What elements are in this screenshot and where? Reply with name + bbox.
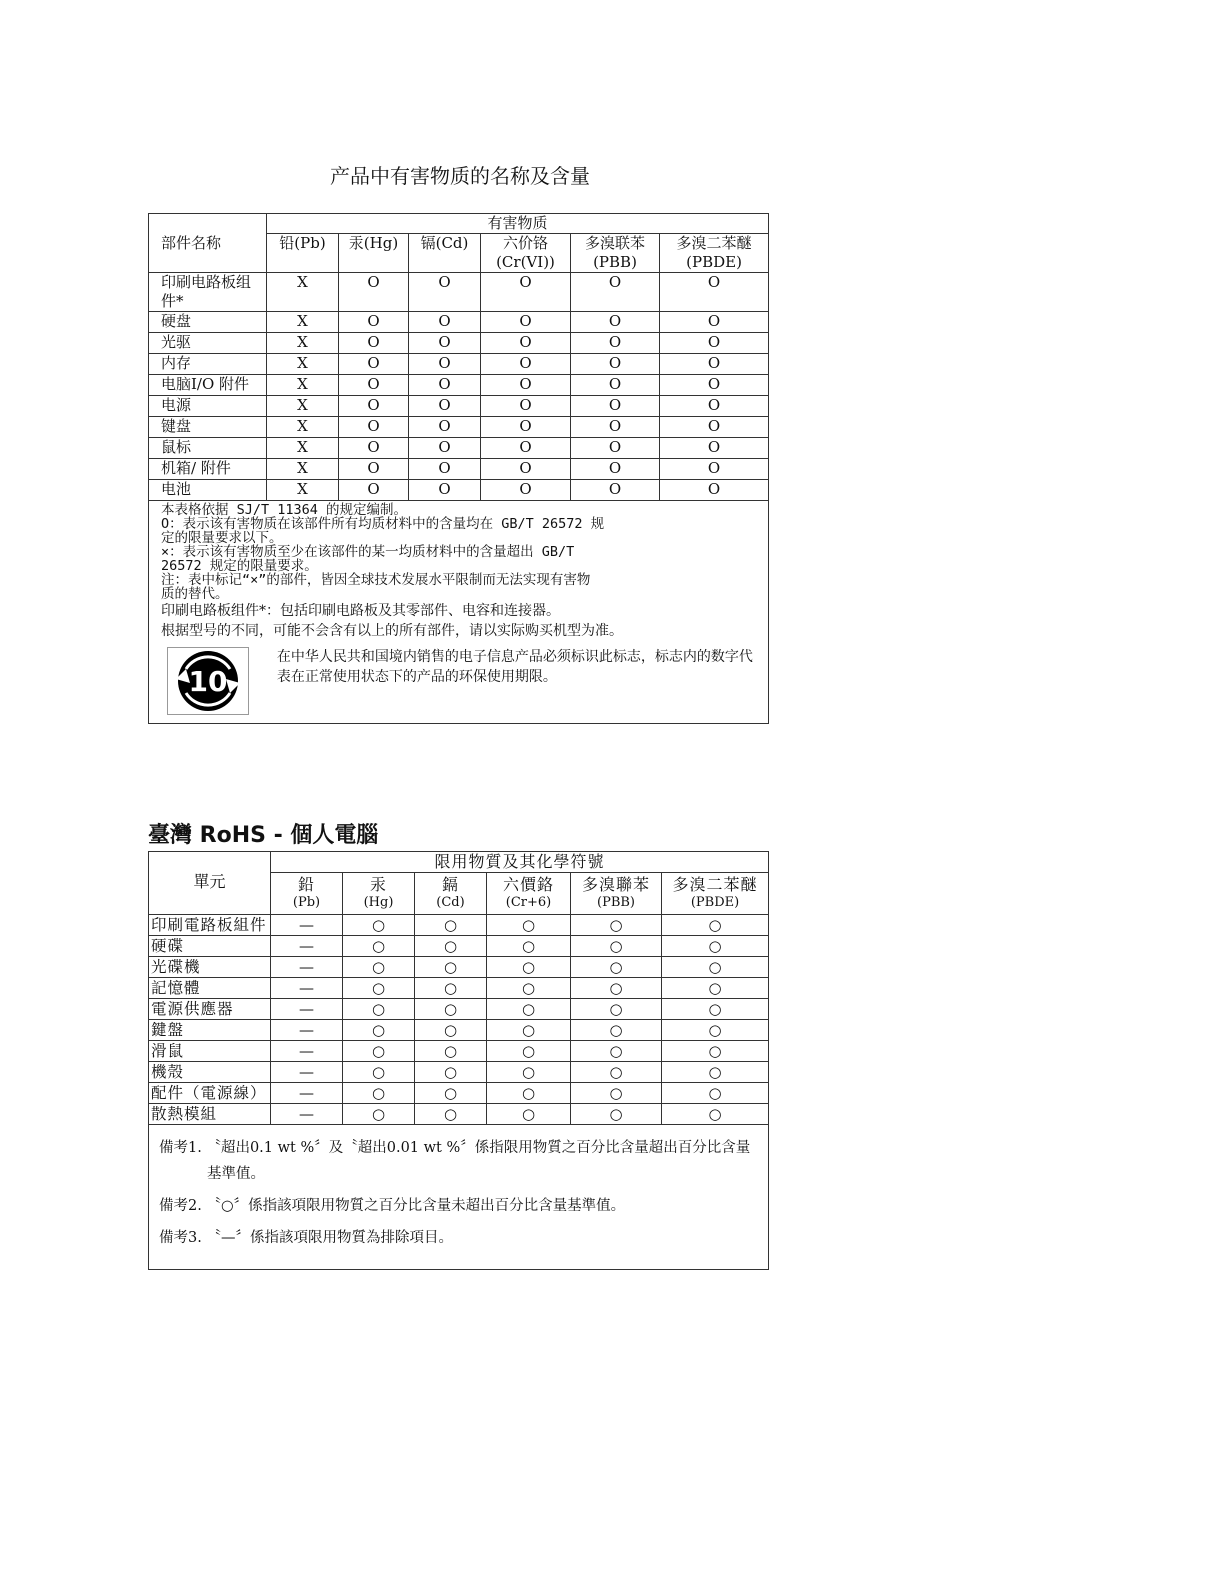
cn-value-cell: O [660, 480, 769, 501]
tw-column-header [571, 873, 662, 915]
cn-value-cell: O [660, 375, 769, 396]
tw-remarks [149, 1125, 769, 1270]
tw-substance-name: 多溴聯苯 [581, 875, 650, 894]
cn-notes-row [149, 501, 769, 724]
tw-value-cell: ○ [343, 1020, 415, 1041]
tw-column-header [487, 873, 571, 915]
cn-value-cell: O [481, 417, 571, 438]
cn-part-name: 电脑I/O 附件 [149, 375, 267, 396]
cn-value-cell: O [571, 417, 660, 438]
cn-value-cell: X [267, 375, 339, 396]
tw-value-cell: ○ [571, 978, 662, 999]
tw-substance-symbol: (PBDE) [690, 895, 740, 910]
svg-text:10: 10 [188, 665, 228, 698]
cn-substance-group-header: 有害物质 [267, 214, 769, 234]
cn-part-name: 电池 [149, 480, 267, 501]
table-row [149, 936, 769, 957]
cn-value-cell: O [339, 438, 409, 459]
tw-part-name: 滑鼠 [149, 1041, 271, 1062]
tw-value-cell: ○ [415, 978, 487, 999]
tw-value-cell: ○ [415, 957, 487, 978]
cn-value-cell: X [267, 333, 339, 354]
tw-value-cell: ○ [415, 1020, 487, 1041]
cn-value-cell: O [660, 417, 769, 438]
cn-value-cell: O [571, 273, 660, 312]
cn-value-cell: O [409, 396, 481, 417]
cn-value-cell: O [409, 438, 481, 459]
tw-part-name: 散熱模組 [149, 1104, 271, 1125]
tw-value-cell: ○ [415, 999, 487, 1020]
cn-part-name: 硬盘 [149, 312, 267, 333]
tw-column-header [271, 873, 343, 915]
tw-substance-name: 鎘 [441, 875, 459, 894]
tw-value-cell: ○ [571, 1041, 662, 1062]
cn-part-name: 电源 [149, 396, 267, 417]
cn-value-cell: X [267, 273, 339, 312]
tw-value-cell: ○ [571, 999, 662, 1020]
tw-value-cell: ○ [415, 1083, 487, 1104]
tw-value-cell: ○ [662, 1083, 769, 1104]
table-row [149, 312, 769, 333]
tw-value-cell: ○ [487, 1020, 571, 1041]
tw-value-cell: ○ [662, 915, 769, 936]
tw-value-cell: ○ [343, 999, 415, 1020]
cn-value-cell: X [267, 417, 339, 438]
cn-value-cell: O [481, 354, 571, 375]
cn-value-cell: O [481, 396, 571, 417]
cn-value-cell: X [267, 396, 339, 417]
cn-part-name: 内存 [149, 354, 267, 375]
cn-value-cell: O [571, 312, 660, 333]
tw-restricted-substances-table [148, 851, 769, 1270]
cn-value-cell: O [481, 438, 571, 459]
tw-remark: 備考2. 〝○〞係指該項限用物質之百分比含量未超出百分比含量基準值。 [159, 1198, 626, 1214]
cn-value-cell: O [481, 480, 571, 501]
tw-remarks-row [149, 1125, 769, 1270]
tw-value-cell: ○ [662, 936, 769, 957]
table-row [149, 480, 769, 501]
cn-note: 根据型号的不同，可能不会含有以上的所有部件，请以实际购买机型为准。 [161, 623, 623, 639]
tw-value-cell: ○ [343, 1062, 415, 1083]
tw-part-name: 印刷電路板組件 [149, 915, 271, 936]
tw-part-name: 記憶體 [149, 978, 271, 999]
tw-value-cell: ○ [415, 1104, 487, 1125]
cn-part-name: 印刷电路板组 件* [149, 273, 267, 312]
tw-value-cell: ○ [571, 1104, 662, 1125]
tw-value-cell: ○ [415, 915, 487, 936]
cn-part-header: 部件名称 [149, 214, 267, 273]
cn-value-cell: O [571, 438, 660, 459]
tw-value-cell: — [271, 999, 343, 1020]
tw-value-cell: ○ [487, 999, 571, 1020]
table-row [149, 978, 769, 999]
cn-value-cell: O [481, 333, 571, 354]
tw-value-cell: ○ [415, 936, 487, 957]
cn-value-cell: O [339, 459, 409, 480]
tw-value-cell: ○ [343, 936, 415, 957]
cn-value-cell: O [571, 354, 660, 375]
tw-value-cell: ○ [343, 915, 415, 936]
table-row [149, 999, 769, 1020]
tw-value-cell: — [271, 1083, 343, 1104]
cn-value-cell: O [409, 459, 481, 480]
cn-value-cell: X [267, 312, 339, 333]
efup-10-icon [172, 649, 244, 713]
tw-value-cell: — [271, 1020, 343, 1041]
tw-value-cell: ○ [571, 915, 662, 936]
tw-part-name: 電源供應器 [149, 999, 271, 1020]
tw-value-cell: ○ [662, 1062, 769, 1083]
table-row [149, 1083, 769, 1104]
tw-unit-header: 單元 [149, 852, 271, 915]
cn-value-cell: O [339, 273, 409, 312]
tw-value-cell: — [271, 1104, 343, 1125]
table-row [149, 1104, 769, 1125]
tw-substance-symbol: (Cd) [436, 895, 465, 910]
eco-description: 在中华人民共和国境内销售的电子信息产品必须标识此标志，标志内的数字代表在正常使用状态下的产品的环保使用期限。 [276, 649, 753, 685]
tw-value-cell: ○ [487, 957, 571, 978]
table-row [149, 354, 769, 375]
tw-part-name: 光碟機 [149, 957, 271, 978]
tw-value-cell: ○ [487, 1041, 571, 1062]
cn-value-cell: O [660, 273, 769, 312]
cn-value-cell: O [571, 480, 660, 501]
table-row [149, 1041, 769, 1062]
tw-value-cell: ○ [571, 936, 662, 957]
table-row [149, 375, 769, 396]
tw-value-cell: — [271, 1062, 343, 1083]
cn-value-cell: O [339, 417, 409, 438]
cn-value-cell: O [571, 375, 660, 396]
cn-value-cell: O [660, 333, 769, 354]
cn-value-cell: X [267, 354, 339, 375]
tw-value-cell: ○ [487, 1083, 571, 1104]
tw-value-cell: ○ [343, 1104, 415, 1125]
cn-value-cell: O [409, 417, 481, 438]
cn-value-cell: O [339, 354, 409, 375]
table-row [149, 417, 769, 438]
tw-value-cell: ○ [343, 957, 415, 978]
cn-part-name: 鼠标 [149, 438, 267, 459]
cn-note: 印刷电路板组件*：包括印刷电路板及其零部件、电容和连接器。 [161, 603, 560, 619]
tw-value-cell: ○ [662, 957, 769, 978]
table-row [149, 957, 769, 978]
cn-part-name: 机箱/ 附件 [149, 459, 267, 480]
tw-value-cell: — [271, 978, 343, 999]
tw-value-cell: ○ [415, 1062, 487, 1083]
cn-value-cell: O [660, 459, 769, 480]
tw-value-cell: ○ [487, 1062, 571, 1083]
tw-value-cell: ○ [487, 1104, 571, 1125]
tw-value-cell: ○ [662, 1041, 769, 1062]
tw-table-title: 臺灣 RoHS - 個人電腦 [148, 823, 379, 848]
eco-section [161, 647, 756, 715]
tw-value-cell: ○ [662, 1020, 769, 1041]
cn-value-cell: O [571, 459, 660, 480]
cn-value-cell: O [660, 312, 769, 333]
tw-value-cell: ○ [487, 915, 571, 936]
tw-value-cell: ○ [343, 1083, 415, 1104]
tw-value-cell: ○ [487, 936, 571, 957]
tw-remark: 基準值。 [207, 1166, 265, 1182]
tw-substance-symbol: (Cr+6) [505, 895, 552, 910]
cn-value-cell: X [267, 459, 339, 480]
cn-value-cell: O [481, 375, 571, 396]
table-row [149, 1020, 769, 1041]
tw-substance-name: 六價鉻 [502, 875, 554, 894]
table-row [149, 915, 769, 936]
tw-part-name: 硬碟 [149, 936, 271, 957]
efup-logo [167, 647, 249, 715]
cn-part-name: 光驱 [149, 333, 267, 354]
cn-value-cell: O [481, 312, 571, 333]
cn-value-cell: O [571, 396, 660, 417]
tw-value-cell: ○ [343, 1041, 415, 1062]
tw-value-cell: — [271, 936, 343, 957]
cn-value-cell: O [660, 438, 769, 459]
cn-column-header: 六价铬 (Cr(VI)) [481, 234, 571, 273]
cn-column-header: 铅(Pb) [267, 234, 339, 273]
table-row [149, 273, 769, 312]
cn-hazardous-substances-table [148, 213, 769, 724]
tw-substance-name: 鉛 [297, 875, 315, 894]
tw-value-cell: ○ [571, 1062, 662, 1083]
cn-value-cell: O [481, 273, 571, 312]
tw-value-cell: ○ [487, 978, 571, 999]
cn-table-title: 产品中有害物质的名称及含量 [330, 164, 590, 188]
cn-note: O：表示该有害物质在该部件所有均质材料中的含量均在 GB/T 26572 规 定的限量要求以下。 [161, 516, 605, 546]
tw-value-cell: ○ [662, 978, 769, 999]
cn-value-cell: O [409, 480, 481, 501]
cn-note: 本表格依据 SJ/T 11364 的规定编制。 [161, 502, 408, 518]
cn-value-cell: O [481, 459, 571, 480]
cn-value-cell: O [409, 375, 481, 396]
tw-value-cell: ○ [662, 1104, 769, 1125]
tw-value-cell: — [271, 915, 343, 936]
tw-value-cell: ○ [415, 1041, 487, 1062]
tw-substance-symbol: (Hg) [363, 895, 394, 910]
tw-part-name: 配件（電源線） [149, 1083, 271, 1104]
cn-value-cell: O [571, 333, 660, 354]
tw-part-name: 機殼 [149, 1062, 271, 1083]
tw-value-cell: — [271, 1041, 343, 1062]
cn-notes [149, 501, 769, 724]
tw-column-header [343, 873, 415, 915]
tw-value-cell: ○ [662, 999, 769, 1020]
cn-column-header: 多溴联苯 (PBB) [571, 234, 660, 273]
cn-value-cell: O [339, 312, 409, 333]
tw-substance-name: 汞 [369, 875, 387, 894]
cn-value-cell: O [409, 354, 481, 375]
tw-value-cell: ○ [343, 978, 415, 999]
tw-remark: 備考3. 〝—〞係指該項限用物質為排除項目。 [159, 1230, 453, 1246]
cn-part-name: 键盘 [149, 417, 267, 438]
cn-column-header: 多溴二苯醚 (PBDE) [660, 234, 769, 273]
tw-substance-symbol: (Pb) [292, 895, 321, 910]
table-row [149, 438, 769, 459]
tw-value-cell: ○ [571, 1020, 662, 1041]
cn-value-cell: O [409, 333, 481, 354]
tw-column-header [415, 873, 487, 915]
cn-value-cell: X [267, 480, 339, 501]
cn-column-header: 镉(Cd) [409, 234, 481, 273]
cn-note: ×：表示该有害物质至少在该部件的某一均质材料中的含量超出 GB/T 26572 规定的限量要求。 [161, 544, 575, 574]
table-row [149, 1062, 769, 1083]
tw-substance-symbol: (PBB) [597, 895, 635, 910]
cn-value-cell: O [660, 354, 769, 375]
cn-value-cell: O [409, 312, 481, 333]
cn-value-cell: O [660, 396, 769, 417]
cn-value-cell: O [339, 396, 409, 417]
tw-value-cell: — [271, 957, 343, 978]
cn-value-cell: O [409, 273, 481, 312]
cn-header-row-1 [149, 214, 769, 234]
tw-column-header [662, 873, 769, 915]
cn-value-cell: O [339, 375, 409, 396]
tw-value-cell: ○ [571, 1083, 662, 1104]
tw-header-row-1 [149, 852, 769, 873]
tw-substance-group-header: 限用物質及其化學符號 [271, 852, 769, 873]
tw-remark: 備考1. 〝超出0.1 wt %〞及〝超出0.01 wt %〞係指限用物質之百分比含量超出百分比含量 [159, 1140, 751, 1156]
cn-value-cell: X [267, 438, 339, 459]
table-row [149, 459, 769, 480]
tw-substance-name: 多溴二苯醚 [672, 875, 758, 894]
tw-value-cell: ○ [571, 957, 662, 978]
cn-value-cell: O [339, 333, 409, 354]
cn-value-cell: O [339, 480, 409, 501]
cn-column-header: 汞(Hg) [339, 234, 409, 273]
table-row [149, 333, 769, 354]
cn-note: 注：表中标记“×”的部件，皆因全球技术发展水平限制而无法实现有害物 质的替代。 [161, 572, 591, 602]
tw-part-name: 鍵盤 [149, 1020, 271, 1041]
table-row [149, 396, 769, 417]
